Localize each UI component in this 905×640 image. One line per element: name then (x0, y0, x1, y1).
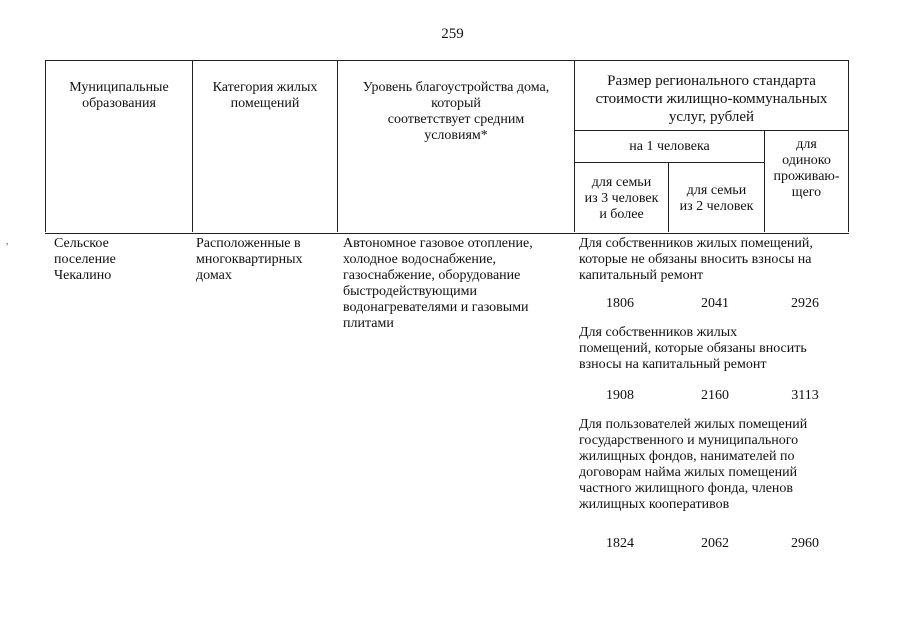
header-standard-line: стоимости жилищно-коммунальных (595, 91, 828, 107)
border-under-title (574, 130, 848, 131)
municipality-line: Чекалино (54, 268, 112, 283)
improvement-line: газоснабжение, оборудование (343, 268, 521, 283)
header-improvement-line: соответствует средним (387, 112, 525, 127)
improvement-line: быстродействующими (343, 284, 478, 299)
group-label-line: помещений, которые обязаны вносить (579, 341, 807, 356)
group-label-line: Для пользователей жилых помещений (579, 417, 808, 432)
improvement-line: водонагревателями и газовыми (343, 300, 529, 315)
group-label-line: Для собственников жилых (579, 325, 738, 340)
header-improvement-line: условиям* (424, 128, 488, 143)
value-family2: 2062 (701, 536, 729, 551)
header-family-3 (575, 175, 668, 223)
value-family3: 1806 (606, 296, 634, 311)
category-line: домах (196, 268, 232, 283)
values-row (575, 536, 849, 552)
value-family3: 1908 (606, 388, 634, 403)
group-label-line: государственного и муниципального (579, 433, 799, 448)
value-family2: 2041 (701, 296, 729, 311)
header-improvement-line: который (431, 96, 481, 111)
value-single: 3113 (791, 388, 819, 403)
group-label (579, 417, 849, 513)
header-family-2 (669, 183, 764, 215)
header-family3-line: для семьи (591, 175, 652, 190)
header-improvement-line: Уровень благоустройства дома, (362, 80, 550, 95)
group-label (579, 325, 849, 373)
cell-municipality (54, 236, 190, 284)
group-label-line: договорам найма жилых помещений (579, 465, 798, 480)
page-number: 259 (441, 26, 464, 42)
header-per-person: на 1 человека (629, 139, 710, 154)
header-single-line: щего (791, 185, 822, 200)
group-label-line: жилищных кооперативов (579, 497, 730, 512)
group-label-line: Для собственников жилых помещений, (579, 236, 813, 251)
value-single: 2926 (791, 296, 819, 311)
cell-category (196, 236, 336, 284)
improvement-line: холодное водоснабжение, (343, 252, 497, 267)
header-single (765, 137, 848, 201)
values-row (575, 388, 849, 404)
header-municipalities: Муниципальные образования (69, 80, 169, 111)
group-label (579, 236, 849, 284)
municipality-line: поселение (54, 252, 116, 267)
values-row (575, 296, 849, 312)
header-family3-line: из 3 человек (584, 191, 659, 206)
category-line: многоквартирных (196, 252, 303, 267)
municipality-line: Сельское (54, 236, 109, 251)
header-category: Категория жилых помещений (212, 80, 318, 111)
value-family3: 1824 (606, 536, 634, 551)
group-label-line: капитальный ремонт (579, 268, 704, 283)
value-single: 2960 (791, 536, 819, 551)
header-family2-line: из 2 человек (679, 199, 754, 214)
group-label-line: жилищных фондов, нанимателей по (579, 449, 795, 464)
cell-improvement (343, 236, 573, 332)
header-improvement (338, 80, 574, 144)
group-label-line: которые не обязаны вносить взносы на (579, 252, 812, 267)
header-standard-line: услуг, рублей (668, 109, 755, 125)
header-single-line: для (796, 137, 817, 152)
header-standard-line: Размер регионального стандарта (607, 73, 816, 89)
value-family2: 2160 (701, 388, 729, 403)
group-label-line: частного жилищного фонда, членов (579, 481, 794, 496)
border-under-per-person (574, 162, 764, 163)
header-single-line: одиноко (782, 153, 831, 168)
border-right (848, 60, 849, 232)
group-label-line: взносы на капитальный ремонт (579, 357, 767, 372)
improvement-line: плитами (343, 316, 394, 331)
header-family3-line: и более (599, 207, 644, 222)
header-single-line: проживаю- (773, 169, 840, 184)
improvement-line: Автономное газовое отопление, (343, 236, 533, 251)
category-line: Расположенные в (196, 236, 301, 251)
header-family2-line: для семьи (686, 183, 747, 198)
scan-mark: , (6, 236, 9, 247)
header-standard-size (575, 72, 848, 126)
